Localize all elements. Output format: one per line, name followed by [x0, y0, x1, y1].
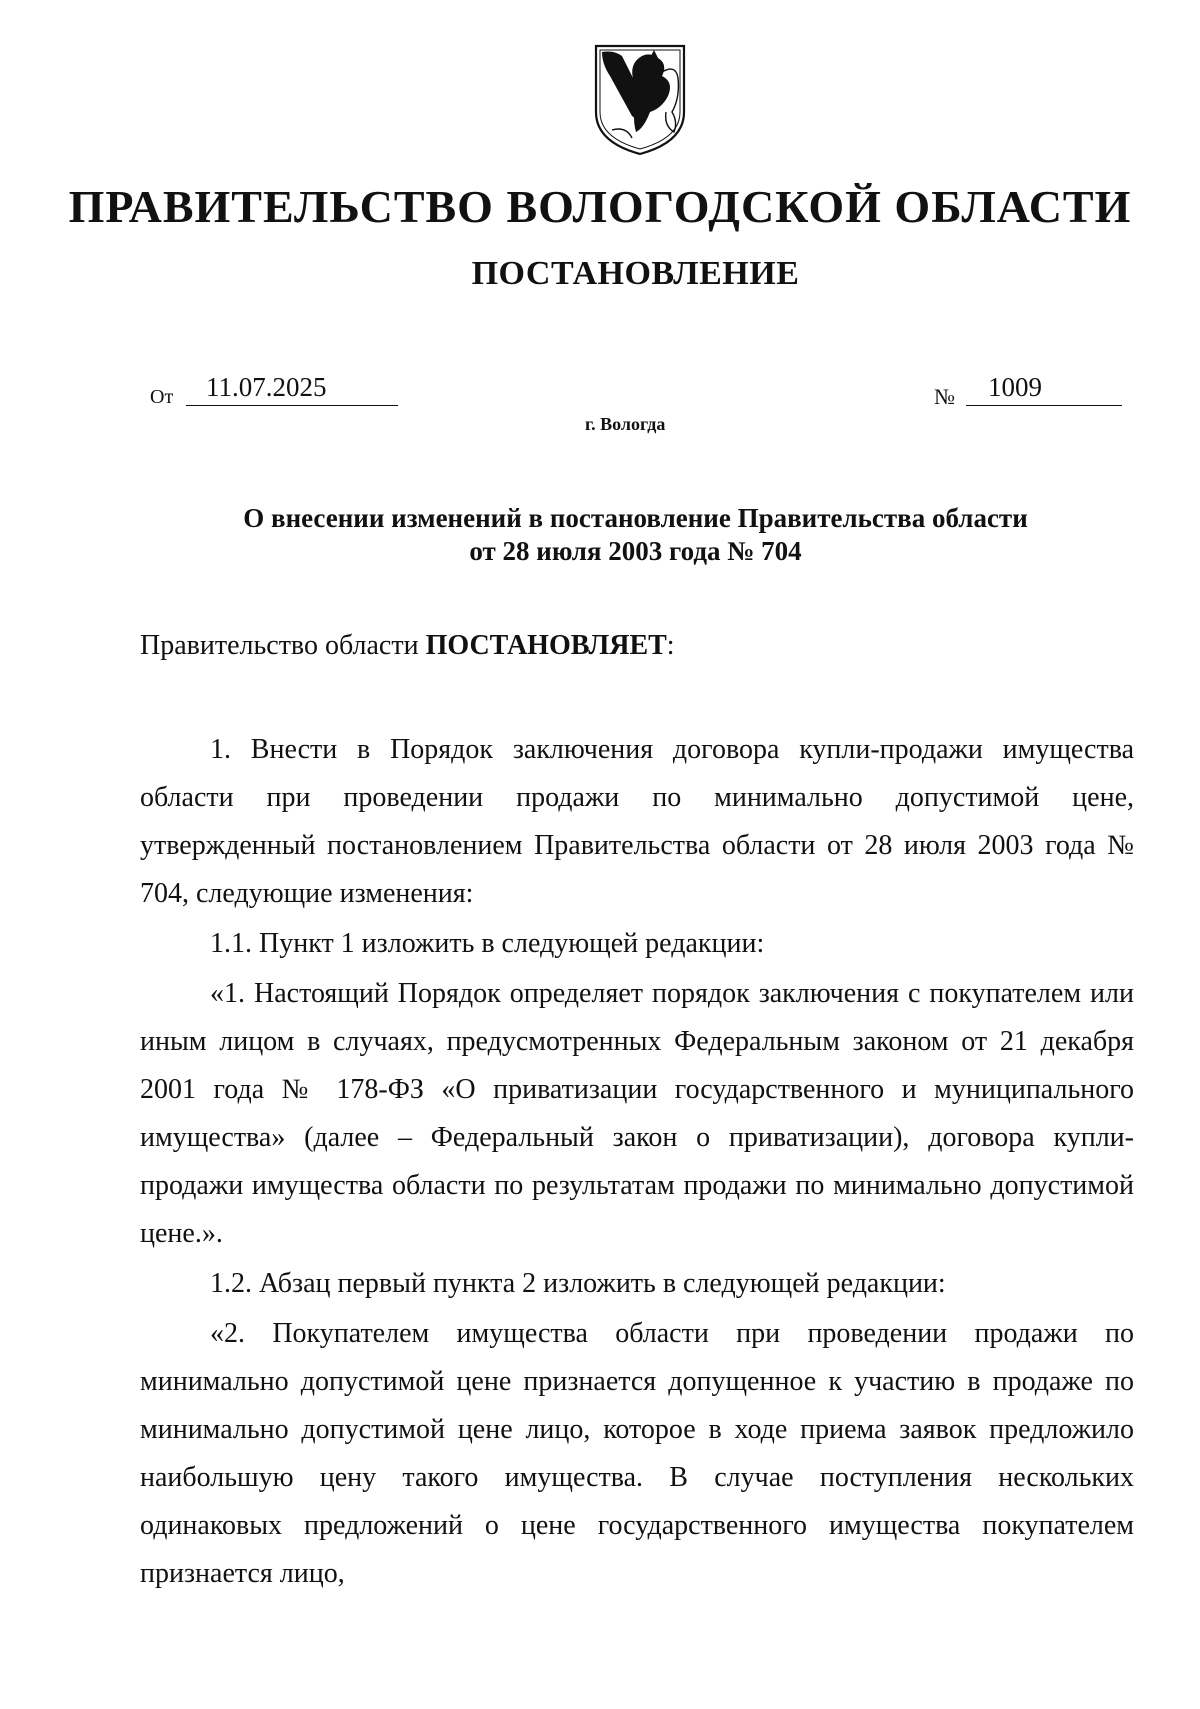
paragraph-1-2: 1.2. Абзац первый пункта 2 изложить в следующей редакции: — [210, 1268, 946, 1299]
document-body — [140, 726, 1134, 1598]
org-title: ПРАВИТЕЛЬСТВО ВОЛОГОДСКОЙ ОБЛАСТИ — [68, 181, 1132, 232]
preamble — [140, 630, 675, 662]
document-date: 11.07.2025 — [186, 372, 398, 406]
preamble-emphasis: ПОСТАНОВЛЯЕТ — [425, 630, 667, 661]
vologda-coat-of-arms-icon — [592, 42, 688, 158]
paragraph-1: 1. Внести в Порядок заключения договора купли-продажи имущества области при проведении продажи по минимально допустимой цене, утвержденный постановлением Правительства области от 28 июля 2003 года № 704, следующие изменения: — [140, 734, 1134, 909]
preamble-text: Правительство области — [140, 630, 426, 661]
paragraph-quote-1: «1. Настоящий Порядок определяет порядок заключения с покупателем или иным лицом в случаях, предусмотренных Федеральным законом от 21 декабря 2001 года № 178-ФЗ «О приватизации государственного и муниципального имущества» (далее – Федеральный закон о приватизации), договора купли-продажи имущества области по результатам продажи по минимально допустимой цене.». — [140, 978, 1134, 1249]
city-label: г. Вологда — [585, 414, 666, 434]
paragraph-1-1: 1.1. Пункт 1 изложить в следующей редакции: — [210, 928, 765, 959]
subject-line-1: О внесении изменений в постановление Правительства области — [243, 503, 1028, 533]
document-subject — [0, 502, 1200, 568]
document-type-title: ПОСТАНОВЛЕНИЕ — [471, 255, 800, 292]
subject-line-2: от 28 июля 2003 года № 704 — [469, 536, 802, 566]
document-number: 1009 — [966, 372, 1122, 406]
paragraph-quote-2: «2. Покупателем имущества области при проведении продажи по минимально допустимой цене признается допущенное к участию в продаже по минимально допустимой цене лицо, которое в ходе приема заявок предложило наибольшую цену такого имущества. В случае поступления нескольких одинаковых предложений о цене государственного имущества покупателем признается лицо, — [140, 1318, 1134, 1589]
number-label: № — [934, 384, 955, 409]
date-label: От — [150, 386, 174, 408]
preamble-end: : — [666, 630, 675, 661]
